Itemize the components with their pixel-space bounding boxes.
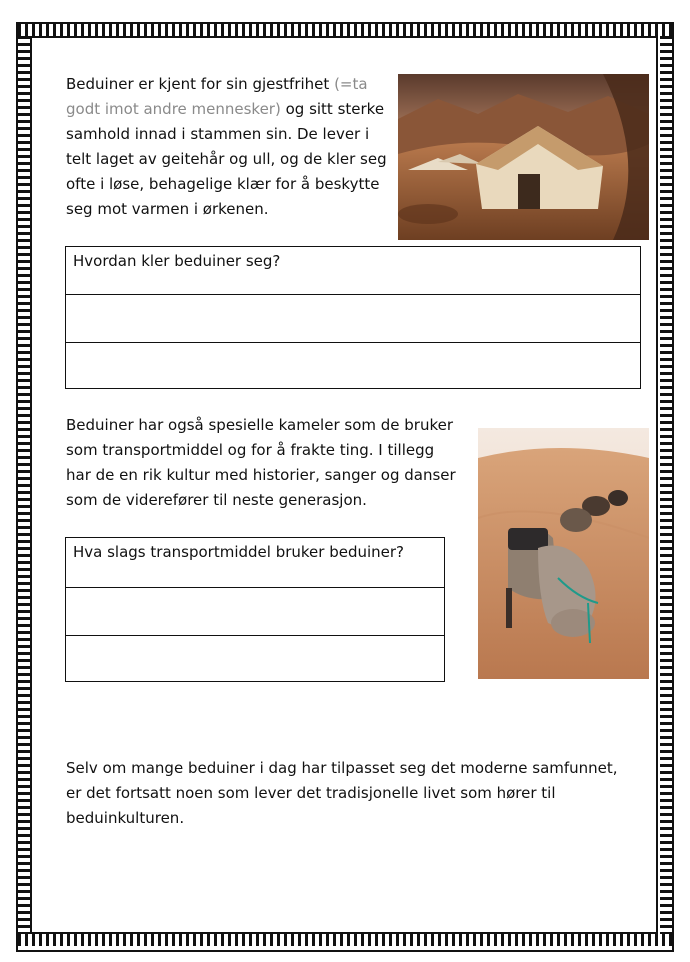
section1-text-start: Beduiner er kjent for sin gjestfrihet [66,75,330,93]
answer-line-1[interactable] [66,295,640,343]
section2-question-row [66,538,444,588]
section1-question: Hvordan kler beduiner seg? [73,252,281,270]
answer-line-2[interactable] [66,343,640,387]
section1-text-end: og sitt sterke samhold innad i stammen sin. De lever i telt laget av geitehår og ull, og de kler seg ofte i løse, behagelige klær for å beskytte seg mot varmen i ørkenen. [66,100,387,218]
desert-tent-image [398,74,649,240]
section1-answer-box [65,246,641,389]
section3-paragraph: Selv om mange beduiner i dag har tilpasset seg det moderne samfunnet, er det fortsatt noen som lever det tradisjonelle livet som hører til beduinkulturen. [66,759,618,827]
section1-hint-text: (=ta godt imot andre mennesker) [66,75,368,118]
section2-answer-box [65,537,445,682]
desert-tent-photo [398,74,649,240]
section1-paragraph [66,72,390,222]
camels-photo [478,428,649,679]
section2-paragraph: Beduiner har også spesielle kameler som de bruker som transportmiddel og for å frakte ting. I tillegg har de en rik kultur med historier, sanger og danser som de viderefører til neste generasjon. [66,416,456,509]
answer-line-3[interactable] [66,588,444,636]
section2-question: Hva slags transportmiddel bruker beduiner? [73,543,405,561]
section1-question-row [66,247,640,295]
camels-image [478,428,649,679]
answer-line-4[interactable] [66,636,444,680]
